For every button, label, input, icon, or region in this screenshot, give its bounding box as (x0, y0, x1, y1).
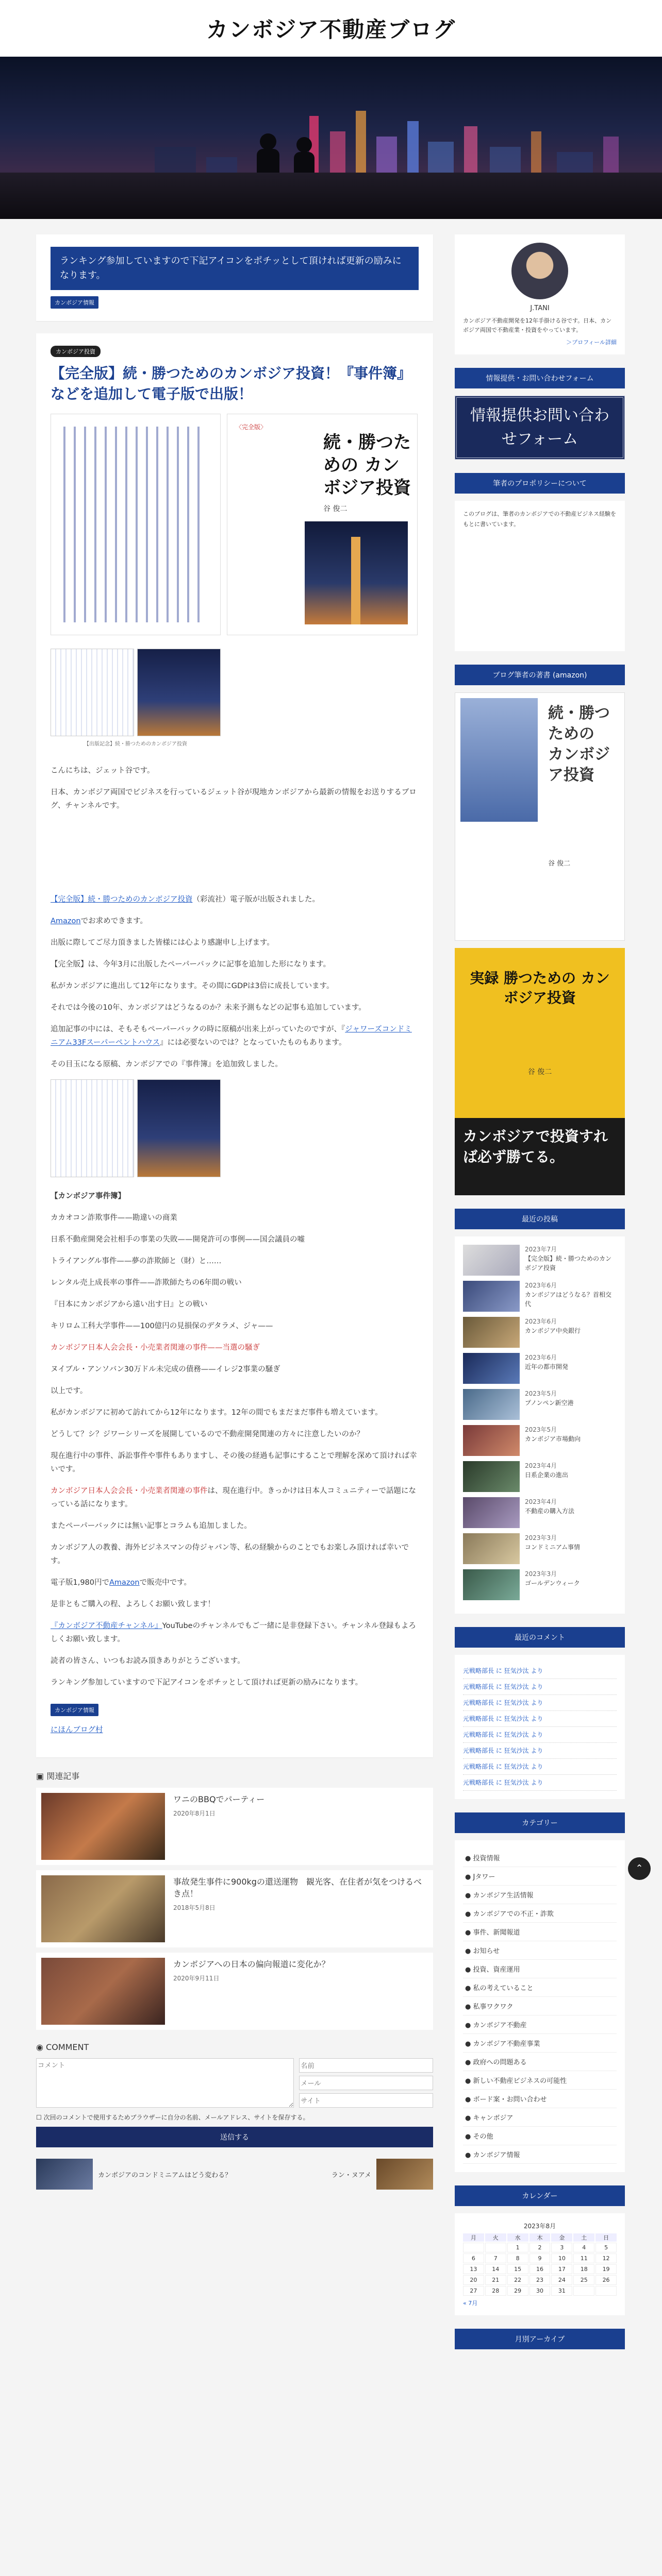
books-heading: ブログ筆者の著書 (amazon) (455, 665, 625, 685)
calendar (455, 2213, 625, 2315)
para-added: 追加記事の中には、そもそもペーパーバックの時に原稿が出来上がっていたのですが、『ジャワーズコンドミニアム33Fスーパーペントハウス』には必要ないのでは？となっていたものもあります。 (51, 1025, 412, 1047)
related-post[interactable] (36, 1953, 433, 2030)
hero-image (0, 57, 662, 219)
comments-list (455, 1655, 625, 1799)
para-intro: 日本、カンボジア両国でビジネスを行っているジェット谷が現地カンボジアから最新の情報をお送りするブログ、チャンネルです。 (51, 788, 417, 810)
category-item[interactable]: ● キャンボジア (463, 2108, 617, 2127)
book1-photo (460, 698, 538, 822)
para-twelve: 私がカンボジアに初めて訪れてから12年になります。12年の間でもまだまだ事件も増えています。 (51, 1409, 383, 1417)
calendar-day[interactable]: 6 (463, 2253, 484, 2263)
para-experience: カンボジア人の教養、海外ビジネスマンの侍ジャパン等、私の経験からのことでもお楽しみ頂ければ幸いです。 (51, 1544, 409, 1565)
save-info-check[interactable]: ☐ 次回のコメントで使用するためブラウザーに自分の名前、メールアドレス、サイトを保存する。 (36, 2114, 309, 2121)
scroll-top-button[interactable]: ⌃ (628, 1857, 651, 1880)
calendar-day[interactable]: 3 (551, 2243, 572, 2252)
calendar-day[interactable]: 29 (507, 2286, 528, 2296)
related-date: 2018年5月8日 (173, 1904, 216, 1911)
calendar-day[interactable]: 21 (485, 2275, 506, 2285)
book-cover (227, 414, 418, 635)
related-thumb (41, 1875, 165, 1942)
category-item[interactable]: ● カンボジア不動産 (463, 2015, 617, 2034)
calendar-day[interactable]: 27 (463, 2286, 484, 2296)
category-item[interactable]: ● カンボジア不動産事業 (463, 2034, 617, 2053)
book-night-photo (305, 521, 408, 624)
calendar-day (463, 2243, 484, 2252)
calendar-day[interactable]: 31 (551, 2286, 572, 2296)
calendar-weekday: 日 (595, 2233, 617, 2242)
calendar-day[interactable]: 20 (463, 2275, 484, 2285)
calendar-day[interactable]: 28 (485, 2286, 506, 2296)
book2-author: 谷 俊二 (527, 1068, 552, 1076)
blogmura-link[interactable]: にほんブログ村 (51, 1726, 103, 1734)
calendar-day[interactable]: 1 (507, 2243, 528, 2252)
case-item: トライアングル事件——夢の詐欺師と（財）と…… (51, 1257, 222, 1265)
related-section (36, 1770, 433, 2030)
related-post[interactable] (36, 1788, 433, 1865)
category-label[interactable]: カンボジア投資 (51, 346, 101, 357)
category-item[interactable]: ● 私の考えていること (463, 1978, 617, 1997)
submit-button[interactable]: 送信する (36, 2127, 433, 2147)
case-item-highlight: カンボジア日本人会会長・小売業者関連の事件——当選の騒ぎ (51, 1344, 260, 1352)
comment-link[interactable]: 元戦略部長 に 狂気沙汰 より (463, 1663, 617, 1679)
category-item[interactable]: ● 投資情報 (463, 1849, 617, 1867)
categories-heading: カテゴリー (455, 1812, 625, 1833)
category-item[interactable]: ● Jタワー (463, 1867, 617, 1886)
category-item[interactable]: ● 事件、新聞報道 (463, 1923, 617, 1941)
para-youtube: 『カンボジア不動産チャンネル』YouTubeのチャンネルでもご一緒に是非登録下さい。チャンネル登録もよろしくお願い致します。 (51, 1622, 416, 1643)
book-edition: 〈完全版〉 (236, 423, 267, 431)
comment-textarea[interactable] (36, 2058, 294, 2108)
para-publish: 【完全版】続・勝つためのカンボジア投資（彩流社）電子版が出版されました。 (51, 895, 320, 904)
calendar-weekday: 金 (551, 2233, 572, 2242)
calendar-weekday: 木 (529, 2233, 551, 2242)
calendar-day[interactable]: 12 (595, 2253, 617, 2263)
comment-link[interactable]: 元戦略部長 に 狂気沙汰 より (463, 1679, 617, 1695)
book1-title: 続・勝つための カンボジア投資 (548, 704, 610, 784)
para-ongoing: 現在進行中の事件、訴訟事件や事件もありますし、その後の経過も記事にすることで理解を深めて頂ければ幸いです。 (51, 1452, 417, 1473)
para-case-added: その目玉になる原稿、カンボジアでの『事件簿』を追加致しました。 (51, 1060, 283, 1069)
recent-post[interactable]: 2023年4月 日系企業の進出 (463, 1461, 617, 1492)
para-thanks: 出版に際してご尽力頂きました皆様には心より感謝申し上げます。 (51, 939, 274, 947)
recent-post[interactable]: 2023年4月 不動産の購入方法 (463, 1497, 617, 1528)
amazon-link-2[interactable]: Amazon (109, 1579, 140, 1587)
avatar (511, 243, 568, 299)
recent-post[interactable]: 2023年3月 コンドミニアム事情 (463, 1533, 617, 1564)
book2-title: 実録 勝つための カンボジア投資 (470, 970, 610, 1006)
spread-caption: 【出版記念】続・勝つためのカンボジア投資 (84, 741, 187, 747)
category-item[interactable]: ● その他 (463, 2127, 617, 2145)
book-page-left (51, 414, 221, 635)
post-title: 【完全版】続・勝つためのカンボジア投資！『事件簿』などを追加して電子版で出版！ (51, 365, 412, 402)
book2-slogan: カンボジアで投資すれば必ず勝てる。 (455, 1118, 625, 1195)
calendar-day[interactable]: 4 (573, 2243, 594, 2252)
calendar-day[interactable]: 26 (595, 2275, 617, 2285)
case-item: ヌイブル・アンソバン30万ドル未完成の債務——イレジ2事業の騒ぎ (51, 1365, 280, 1374)
text-column-graphic (58, 421, 213, 628)
calendar-day[interactable]: 22 (507, 2275, 528, 2285)
calendar-day[interactable]: 14 (485, 2264, 506, 2274)
book-cover-image (51, 414, 419, 635)
calendar-day[interactable]: 11 (573, 2253, 594, 2263)
comment-link[interactable]: 元戦略部長 に 狂気沙汰 より (463, 1695, 617, 1711)
prev-post-thumb (36, 2159, 93, 2190)
prev-post-link[interactable]: カンボジアのコンドミニアムはどう変わる？ (36, 2159, 231, 2190)
next-post-thumb (376, 2159, 433, 2190)
comment-link[interactable]: 元戦略部長 に 狂気沙汰 より (463, 1759, 617, 1775)
para-amazon: Amazonでお求めできます。 (51, 917, 147, 925)
profile-link[interactable]: ＞プロフィール詳細 (566, 339, 617, 346)
calendar-heading: カレンダー (455, 2185, 625, 2206)
calendar-day[interactable]: 15 (507, 2264, 528, 2274)
category-item[interactable]: ● お知らせ (463, 1941, 617, 1960)
category-item[interactable]: ● カンボジアでの不正・詐欺 (463, 1904, 617, 1923)
calendar-prev-link[interactable]: « 7月 (463, 2300, 478, 2307)
para-readers: 読者の皆さん、いつもお読み頂きありがとうございます。 (51, 1657, 245, 1665)
recent-post[interactable]: 2023年3月 ゴールデンウィーク (463, 1569, 617, 1600)
calendar-day[interactable]: 30 (529, 2286, 551, 2296)
book-link[interactable]: 【完全版】続・勝つためのカンボジア投資 (51, 895, 193, 904)
calendar-weekday: 水 (507, 2233, 528, 2242)
calendar-day[interactable]: 2 (529, 2243, 551, 2252)
ad-space (51, 821, 419, 893)
para-edition: 【完全版】は、今年3月に出版したペーパーバックに記事を追加した形になります。 (51, 960, 331, 969)
case-item: レンタル売上成長率の事件——詐欺師たちの6年間の戦い (51, 1279, 242, 1287)
calendar-day[interactable]: 24 (551, 2275, 572, 2285)
policy-text: このブログは、筆者のカンボジアでの不動産ビジネス経験をもとに書いています。 (455, 501, 625, 651)
comment-link[interactable]: 元戦略部長 に 狂気沙汰 より (463, 1727, 617, 1743)
calendar-weekday: 土 (573, 2233, 594, 2242)
book-spread-image (51, 649, 221, 752)
para-current: カンボジア日本人会会長・小売業者関連の事件は、現在進行中。きっかけは日本人コミュニティーで話題になっている話になります。 (51, 1487, 417, 1509)
category-item[interactable]: ● 政府への問題ある (463, 2053, 617, 2071)
para-request: 是非ともご購入の程、よろしくお願い致します！ (51, 1600, 215, 1608)
para-future: それでは今後の10年、カンボジアはどうなるのか？未来予測もなどの記事も追加しています。 (51, 1004, 366, 1012)
profile-text: カンボジア不動産開発を12年手掛ける谷です。日本、カンボジア両国で不動産業・投資をやっています。 (463, 317, 612, 333)
para-end: 以上です。 (51, 1387, 88, 1395)
case-list (51, 1211, 419, 1376)
profile-name: J.TANI (530, 304, 550, 312)
calendar-day[interactable]: 13 (463, 2264, 484, 2274)
youtube-link[interactable]: 『カンボジア不動産チャンネル』 (51, 1622, 162, 1630)
para-blogmura (51, 1723, 419, 1737)
para-ranking: ランキング参加していますので下記アイコンをポチッとして頂ければ更新の励みになります。 (51, 1679, 363, 1687)
comments-heading: 最近のコメント (455, 1627, 625, 1648)
calendar-weekday: 火 (485, 2233, 506, 2242)
ranking-badge-2[interactable]: カンボジア情報 (51, 1704, 98, 1716)
categories-list (455, 1840, 625, 2172)
site-header (0, 0, 662, 57)
para-years: 私がカンボジアに進出して12年になります。その間にGDPは3倍に成長しています。 (51, 982, 334, 990)
category-item[interactable]: ● 私事ワクワク (463, 1997, 617, 2015)
calendar-day[interactable]: 10 (551, 2253, 572, 2263)
category-item[interactable]: ● ボード案・お問い合わせ (463, 2090, 617, 2108)
recent-post[interactable]: 2023年5月 プノンペン新空港 (463, 1389, 617, 1420)
penthouse-link[interactable]: ジャワーズコンドミニアム33Fスーパーペントハウス (51, 1025, 412, 1047)
case-item: 『日本にカンボジアから遠い出す日』との戦い (51, 1300, 208, 1309)
recent-list (455, 1236, 625, 1614)
calendar-day[interactable]: 18 (573, 2264, 594, 2274)
related-date: 2020年8月1日 (173, 1810, 216, 1817)
books-card (455, 692, 625, 1195)
recent-heading: 最近の投稿 (455, 1209, 625, 1229)
email-field[interactable] (299, 2076, 433, 2090)
calendar-day (595, 2286, 617, 2296)
para-columns: またペーパーバックには無い記事とコラムも追加しました。 (51, 1522, 252, 1530)
name-field[interactable] (299, 2058, 433, 2073)
comment-link[interactable]: 元戦略部長 に 狂気沙汰 より (463, 1743, 617, 1759)
calendar-day (485, 2243, 506, 2252)
recent-post[interactable]: 2023年6月 カンボジアはどうなる？首相交代 (463, 1281, 617, 1312)
inquiry-banner[interactable]: 情報提供お問い合わせフォーム (455, 396, 625, 460)
calendar-grid (463, 2233, 617, 2296)
related-title[interactable]: 事故発生事件に900kgの還送運物 観光客、在住者が気をつけるべき点！ (173, 1877, 422, 1899)
para-why: どうして？シ？ジワーシリーズを展開しているので不動産開発関連の方々に注意したいのか？ (51, 1430, 364, 1438)
calendar-day (573, 2286, 594, 2296)
ranking-message: ランキング参加していますので下記アイコンをポチッとして頂ければ更新の励みになります。 (51, 247, 419, 290)
recent-post[interactable]: 2023年7月 【完全版】続・勝つためのカンボジア投資 (463, 1245, 617, 1276)
case-item: 日系不動産開発会社相手の事業の失敗——開発許可の事例——国会議員の嘘 (51, 1235, 305, 1244)
book-image-2 (51, 1079, 221, 1177)
comment-link[interactable]: 元戦略部長 に 狂気沙汰 より (463, 1775, 617, 1791)
calendar-day[interactable]: 16 (529, 2264, 551, 2274)
related-thumb (41, 1958, 165, 2025)
toc-heading: 【カンボジア事件簿】 (51, 1192, 125, 1200)
next-post-link[interactable]: ラン・ヌアメ (332, 2159, 433, 2190)
calendar-day[interactable]: 19 (595, 2264, 617, 2274)
calendar-weekday: 月 (463, 2233, 484, 2242)
archive-heading: 月別アーカイブ (455, 2329, 625, 2349)
related-heading: ▣ 関連記事 (36, 1771, 80, 1781)
book-author: 谷 俊二 (323, 505, 347, 513)
para-price: 電子版1,980円でAmazonで販売中です。 (51, 1579, 191, 1587)
related-title[interactable]: ワニのBBQでパーティー (173, 1794, 265, 1804)
related-title[interactable]: カンボジアへの日本の偏向報道に変化か？ (173, 1959, 330, 1969)
book-cover-title: 続・勝つための カンボジア投資 (323, 432, 411, 498)
book1-author: 谷 俊二 (548, 860, 571, 868)
case-item: カカオコン詐欺事件——勘違いの商業 (51, 1214, 177, 1222)
calendar-day[interactable]: 25 (573, 2275, 594, 2285)
sidebar (455, 234, 625, 2357)
comment-link[interactable]: 元戦略部長 に 狂気沙汰 より (463, 1711, 617, 1727)
terrace-rail (0, 173, 662, 219)
inquiry-heading: 情報提供・お問い合わせフォーム (455, 368, 625, 388)
recent-post[interactable]: 2023年6月 カンボジア中央銀行 (463, 1317, 617, 1348)
site-title[interactable]: カンボジア不動産ブログ (206, 17, 456, 42)
category-item[interactable]: ● カンボジア情報 (463, 2145, 617, 2164)
related-post[interactable] (36, 1870, 433, 1947)
calendar-day[interactable]: 9 (529, 2253, 551, 2263)
ranking-card (36, 234, 433, 321)
calendar-day[interactable]: 5 (595, 2243, 617, 2252)
ranking-badge[interactable]: カンボジア情報 (51, 296, 98, 309)
category-item[interactable]: ● 投資、資産運用 (463, 1960, 617, 1978)
site-field[interactable] (299, 2093, 433, 2108)
related-thumb (41, 1793, 165, 1860)
calendar-day[interactable]: 17 (551, 2264, 572, 2274)
amazon-link[interactable]: Amazon (51, 917, 81, 925)
calendar-day[interactable]: 7 (485, 2253, 506, 2263)
calendar-day[interactable]: 23 (529, 2275, 551, 2285)
article (36, 333, 433, 1757)
related-date: 2020年9月11日 (173, 1975, 220, 1982)
category-item[interactable]: ● 新しい不動産ビジネスの可能性 (463, 2071, 617, 2090)
main-content (36, 234, 433, 2190)
case-item: キリロム工科大学事件——100億円の見損保のデタラメ、ジャ—— (51, 1322, 273, 1330)
comment-section (36, 2042, 433, 2190)
recent-post[interactable]: 2023年6月 近年の都市開発 (463, 1353, 617, 1384)
book1-cover[interactable] (455, 692, 625, 941)
category-item[interactable]: ● カンボジア生活情報 (463, 1886, 617, 1904)
policy-heading: 筆者のプロポリシーについて (455, 473, 625, 494)
calendar-day[interactable]: 8 (507, 2253, 528, 2263)
comment-heading: ◉ COMMENT (36, 2042, 89, 2052)
recent-post[interactable]: 2023年5月 カンボジア市場動向 (463, 1425, 617, 1456)
calendar-month: 2023年8月 (523, 2223, 556, 2230)
para-greeting: こんにちは、ジェット谷です。 (51, 767, 155, 775)
profile-card (455, 234, 625, 354)
book2-cover[interactable] (455, 948, 625, 1195)
